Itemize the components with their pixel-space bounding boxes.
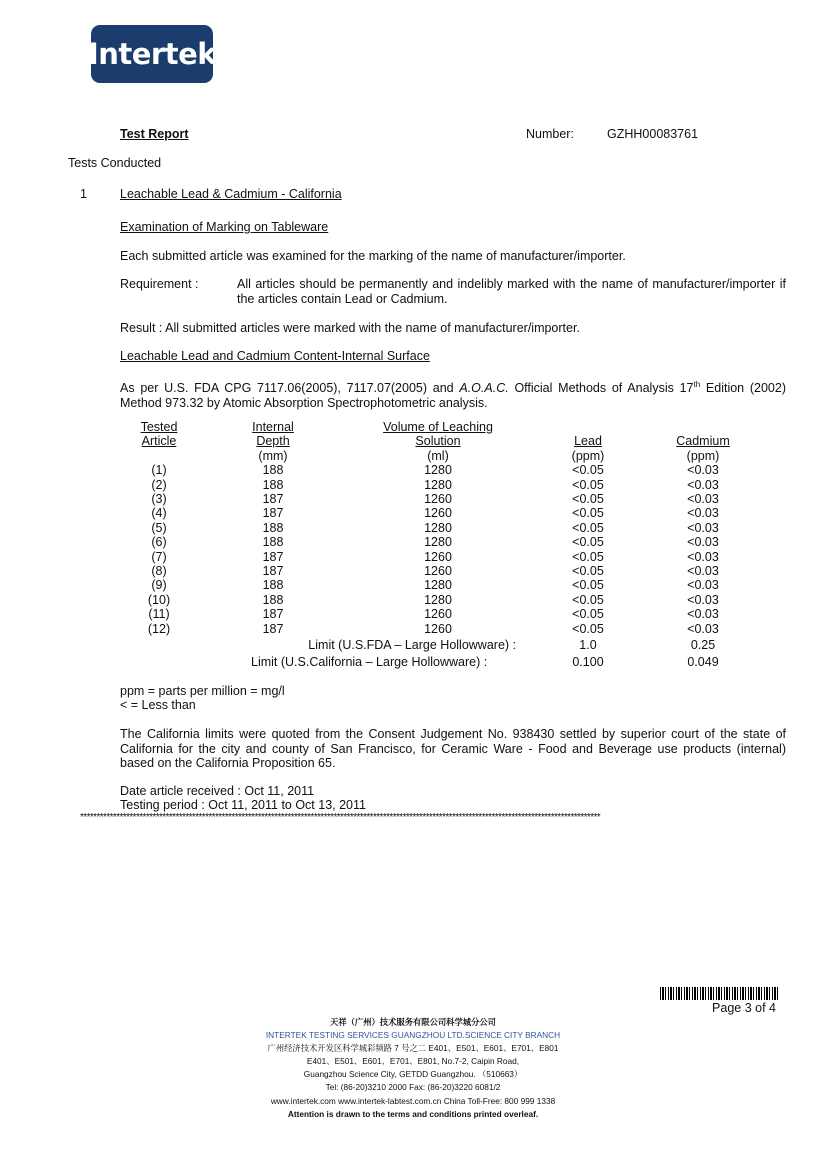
cell-cadmium: <0.03	[687, 520, 719, 535]
cell-lead: <0.05	[572, 549, 604, 564]
leach-heading: Leachable Lead and Cadmium Content-Internal Surface	[120, 349, 430, 363]
col-unit: (ml)	[427, 448, 449, 463]
limit-label: Limit (U.S.FDA – Large Hollowware) :	[308, 638, 516, 653]
table-row	[120, 622, 758, 636]
header-row-1	[120, 420, 758, 434]
intertek-logo: Intertek	[91, 25, 213, 83]
cell-depth: 187	[262, 549, 284, 564]
footer-address-cn: 广州经济技术开发区科学城彩频路 7 号之二 E401、E501、E601、E701、E801	[267, 1043, 559, 1054]
col-header: Tested	[140, 420, 178, 434]
separator-stars: **************************************************************************************************************************************************************	[80, 812, 601, 823]
cell-article: (12)	[147, 621, 171, 636]
cell-lead: <0.05	[572, 477, 604, 492]
col-header: Depth	[256, 434, 290, 449]
limit-cadmium: 0.25	[690, 638, 716, 653]
cell-cadmium: <0.03	[687, 535, 719, 550]
report-number: GZHH00083761	[607, 127, 699, 141]
limit-row	[120, 636, 758, 652]
limit-row	[120, 653, 758, 669]
requirement-label: Requirement :	[120, 277, 199, 291]
header-row-2	[120, 434, 758, 448]
cell-volume: 1280	[424, 578, 452, 593]
cell-volume: 1280	[424, 520, 452, 535]
cell-cadmium: <0.03	[687, 621, 719, 636]
test-title: Leachable Lead & Cadmium - California	[120, 187, 342, 201]
limit-lead: 0.100	[572, 654, 604, 669]
cell-depth: 188	[262, 535, 284, 550]
cell-article: (6)	[151, 535, 167, 550]
table-row	[120, 535, 758, 549]
table-row	[120, 550, 758, 564]
section-title: Tests Conducted	[68, 156, 162, 170]
cell-volume: 1280	[424, 463, 452, 478]
cell-lead: <0.05	[572, 535, 604, 550]
cell-article: (3)	[151, 492, 167, 507]
cell-lead: <0.05	[572, 520, 604, 535]
cell-cadmium: <0.03	[687, 477, 719, 492]
page-number: Page 3 of 4	[712, 1001, 776, 1015]
col-unit	[120, 449, 198, 463]
cell-lead: <0.05	[572, 592, 604, 607]
cell-article: (10)	[147, 592, 171, 607]
header-row-3	[120, 449, 758, 463]
cell-volume: 1280	[424, 592, 452, 607]
col-header	[528, 420, 648, 434]
cell-depth: 188	[262, 578, 284, 593]
cell-volume: 1260	[424, 549, 452, 564]
cell-depth: 187	[262, 621, 284, 636]
table-row	[120, 578, 758, 592]
california-note: The California limits were quoted from the Consent Judgement No. 938430 settled by superior court of the state of California for the city and county of San Francisco, for Ceramic Ware - Food and Beverage use products (internal) based on the California Proposition 65.	[120, 727, 786, 770]
table-row	[120, 564, 758, 578]
cell-cadmium: <0.03	[687, 592, 719, 607]
requirement-text: All articles should be permanently and indelibly marked with the name of manufacturer/importer if the articles contain Lead or Cadmium.	[237, 277, 786, 306]
table-row	[120, 607, 758, 621]
limit-cadmium: 0.049	[687, 654, 719, 669]
col-header: Solution	[415, 434, 461, 449]
cell-cadmium: <0.03	[687, 564, 719, 579]
cell-article: (11)	[148, 607, 170, 622]
footer-address-2: Guangzhou Science City, GETDD Guangzhou. （510663）	[303, 1069, 523, 1080]
testing-period: Testing period : Oct 11, 2011 to Oct 13, 2011	[120, 798, 366, 812]
number-label: Number:	[526, 127, 574, 141]
test-index: 1	[80, 187, 87, 201]
footer-attention: Attention is drawn to the terms and conditions printed overleaf.	[287, 1108, 539, 1119]
table-row	[120, 521, 758, 535]
limit-lead: 1.0	[579, 638, 597, 653]
footer-company-cn: 天祥（广州）技术服务有限公司科学城分公司	[330, 1017, 496, 1027]
marking-intro: Each submitted article was examined for the marking of the name of manufacturer/importer.	[120, 249, 626, 263]
barcode	[660, 987, 778, 1000]
cell-lead: <0.05	[572, 492, 604, 507]
cell-lead: <0.05	[572, 463, 604, 478]
footer	[0, 1016, 826, 1121]
cell-cadmium: <0.03	[687, 463, 719, 478]
table-row	[120, 478, 758, 492]
note-less-than: < = Less than	[120, 698, 196, 712]
cell-lead: <0.05	[572, 607, 604, 622]
cell-article: (1)	[151, 463, 167, 478]
cell-volume: 1280	[424, 477, 452, 492]
col-header: Article	[141, 434, 177, 449]
cell-depth: 188	[262, 592, 284, 607]
col-unit: (ppm)	[571, 448, 605, 463]
cell-article: (7)	[151, 549, 167, 564]
cell-volume: 1260	[424, 506, 452, 521]
cell-cadmium: <0.03	[687, 506, 719, 521]
marking-heading: Examination of Marking on Tableware	[120, 220, 329, 234]
col-header: Volume of Leaching	[383, 420, 493, 434]
cell-volume: 1260	[424, 492, 452, 507]
cell-depth: 188	[262, 520, 284, 535]
table-row	[120, 593, 758, 607]
cell-lead: <0.05	[572, 578, 604, 593]
footer-company-en: INTERTEK TESTING SERVICES GUANGZHOU LTD.SCIENCE CITY BRANCH	[265, 1030, 561, 1041]
cell-article: (4)	[151, 506, 167, 521]
cell-article: (9)	[151, 578, 167, 593]
date-received: Date article received : Oct 11, 2011	[120, 784, 315, 798]
cell-cadmium: <0.03	[687, 549, 719, 564]
cell-article: (5)	[151, 520, 167, 535]
method-text: As per U.S. FDA CPG 7117.06(2005), 7117.07(2005) and A.O.A.C. Official Methods of Analysis 17th Edition (2002) Method 973.32 by Atomic Absorption Spectrophotometric analysis.	[120, 380, 786, 411]
cell-volume: 1260	[424, 621, 452, 636]
col-header	[648, 420, 758, 434]
cell-lead: <0.05	[572, 506, 604, 521]
cell-cadmium: <0.03	[687, 607, 719, 622]
cell-lead: <0.05	[572, 564, 604, 579]
cell-lead: <0.05	[572, 621, 604, 636]
footer-phone: Tel: (86-20)3210 2000 Fax: (86-20)3220 6081/2	[325, 1082, 501, 1093]
footer-web: www.intertek.com www.intertek-labtest.com.cn China Toll-Free: 800 999 1338	[270, 1095, 556, 1106]
limit-label: Limit (U.S.California – Large Hollowware) :	[251, 654, 488, 669]
col-header: Cadmium	[676, 434, 730, 449]
cell-depth: 187	[262, 564, 284, 579]
cell-volume: 1280	[424, 535, 452, 550]
report-title: Test Report	[120, 127, 189, 141]
cell-article: (2)	[151, 477, 167, 492]
cell-depth: 188	[262, 477, 284, 492]
note-ppm: ppm = parts per million = mg/l	[120, 684, 285, 698]
table-row	[120, 463, 758, 477]
marking-result: Result : All submitted articles were marked with the name of manufacturer/importer.	[120, 321, 580, 335]
cell-volume: 1260	[424, 607, 452, 622]
table-row	[120, 506, 758, 520]
cell-cadmium: <0.03	[687, 492, 719, 507]
cell-depth: 187	[262, 607, 284, 622]
cell-depth: 187	[262, 506, 284, 521]
table-row	[120, 492, 758, 506]
footer-address-1: E401、E501、E601、E701、E801, No.7-2, Caipin Road,	[306, 1056, 520, 1067]
col-header: Internal	[252, 420, 294, 434]
cell-depth: 187	[262, 492, 284, 507]
cell-volume: 1260	[424, 564, 452, 579]
results-table	[120, 420, 758, 669]
col-unit: (mm)	[258, 448, 288, 463]
cell-cadmium: <0.03	[687, 578, 719, 593]
col-header: Lead	[574, 434, 602, 449]
col-unit: (ppm)	[686, 448, 720, 463]
cell-depth: 188	[262, 463, 284, 478]
cell-article: (8)	[151, 564, 167, 579]
